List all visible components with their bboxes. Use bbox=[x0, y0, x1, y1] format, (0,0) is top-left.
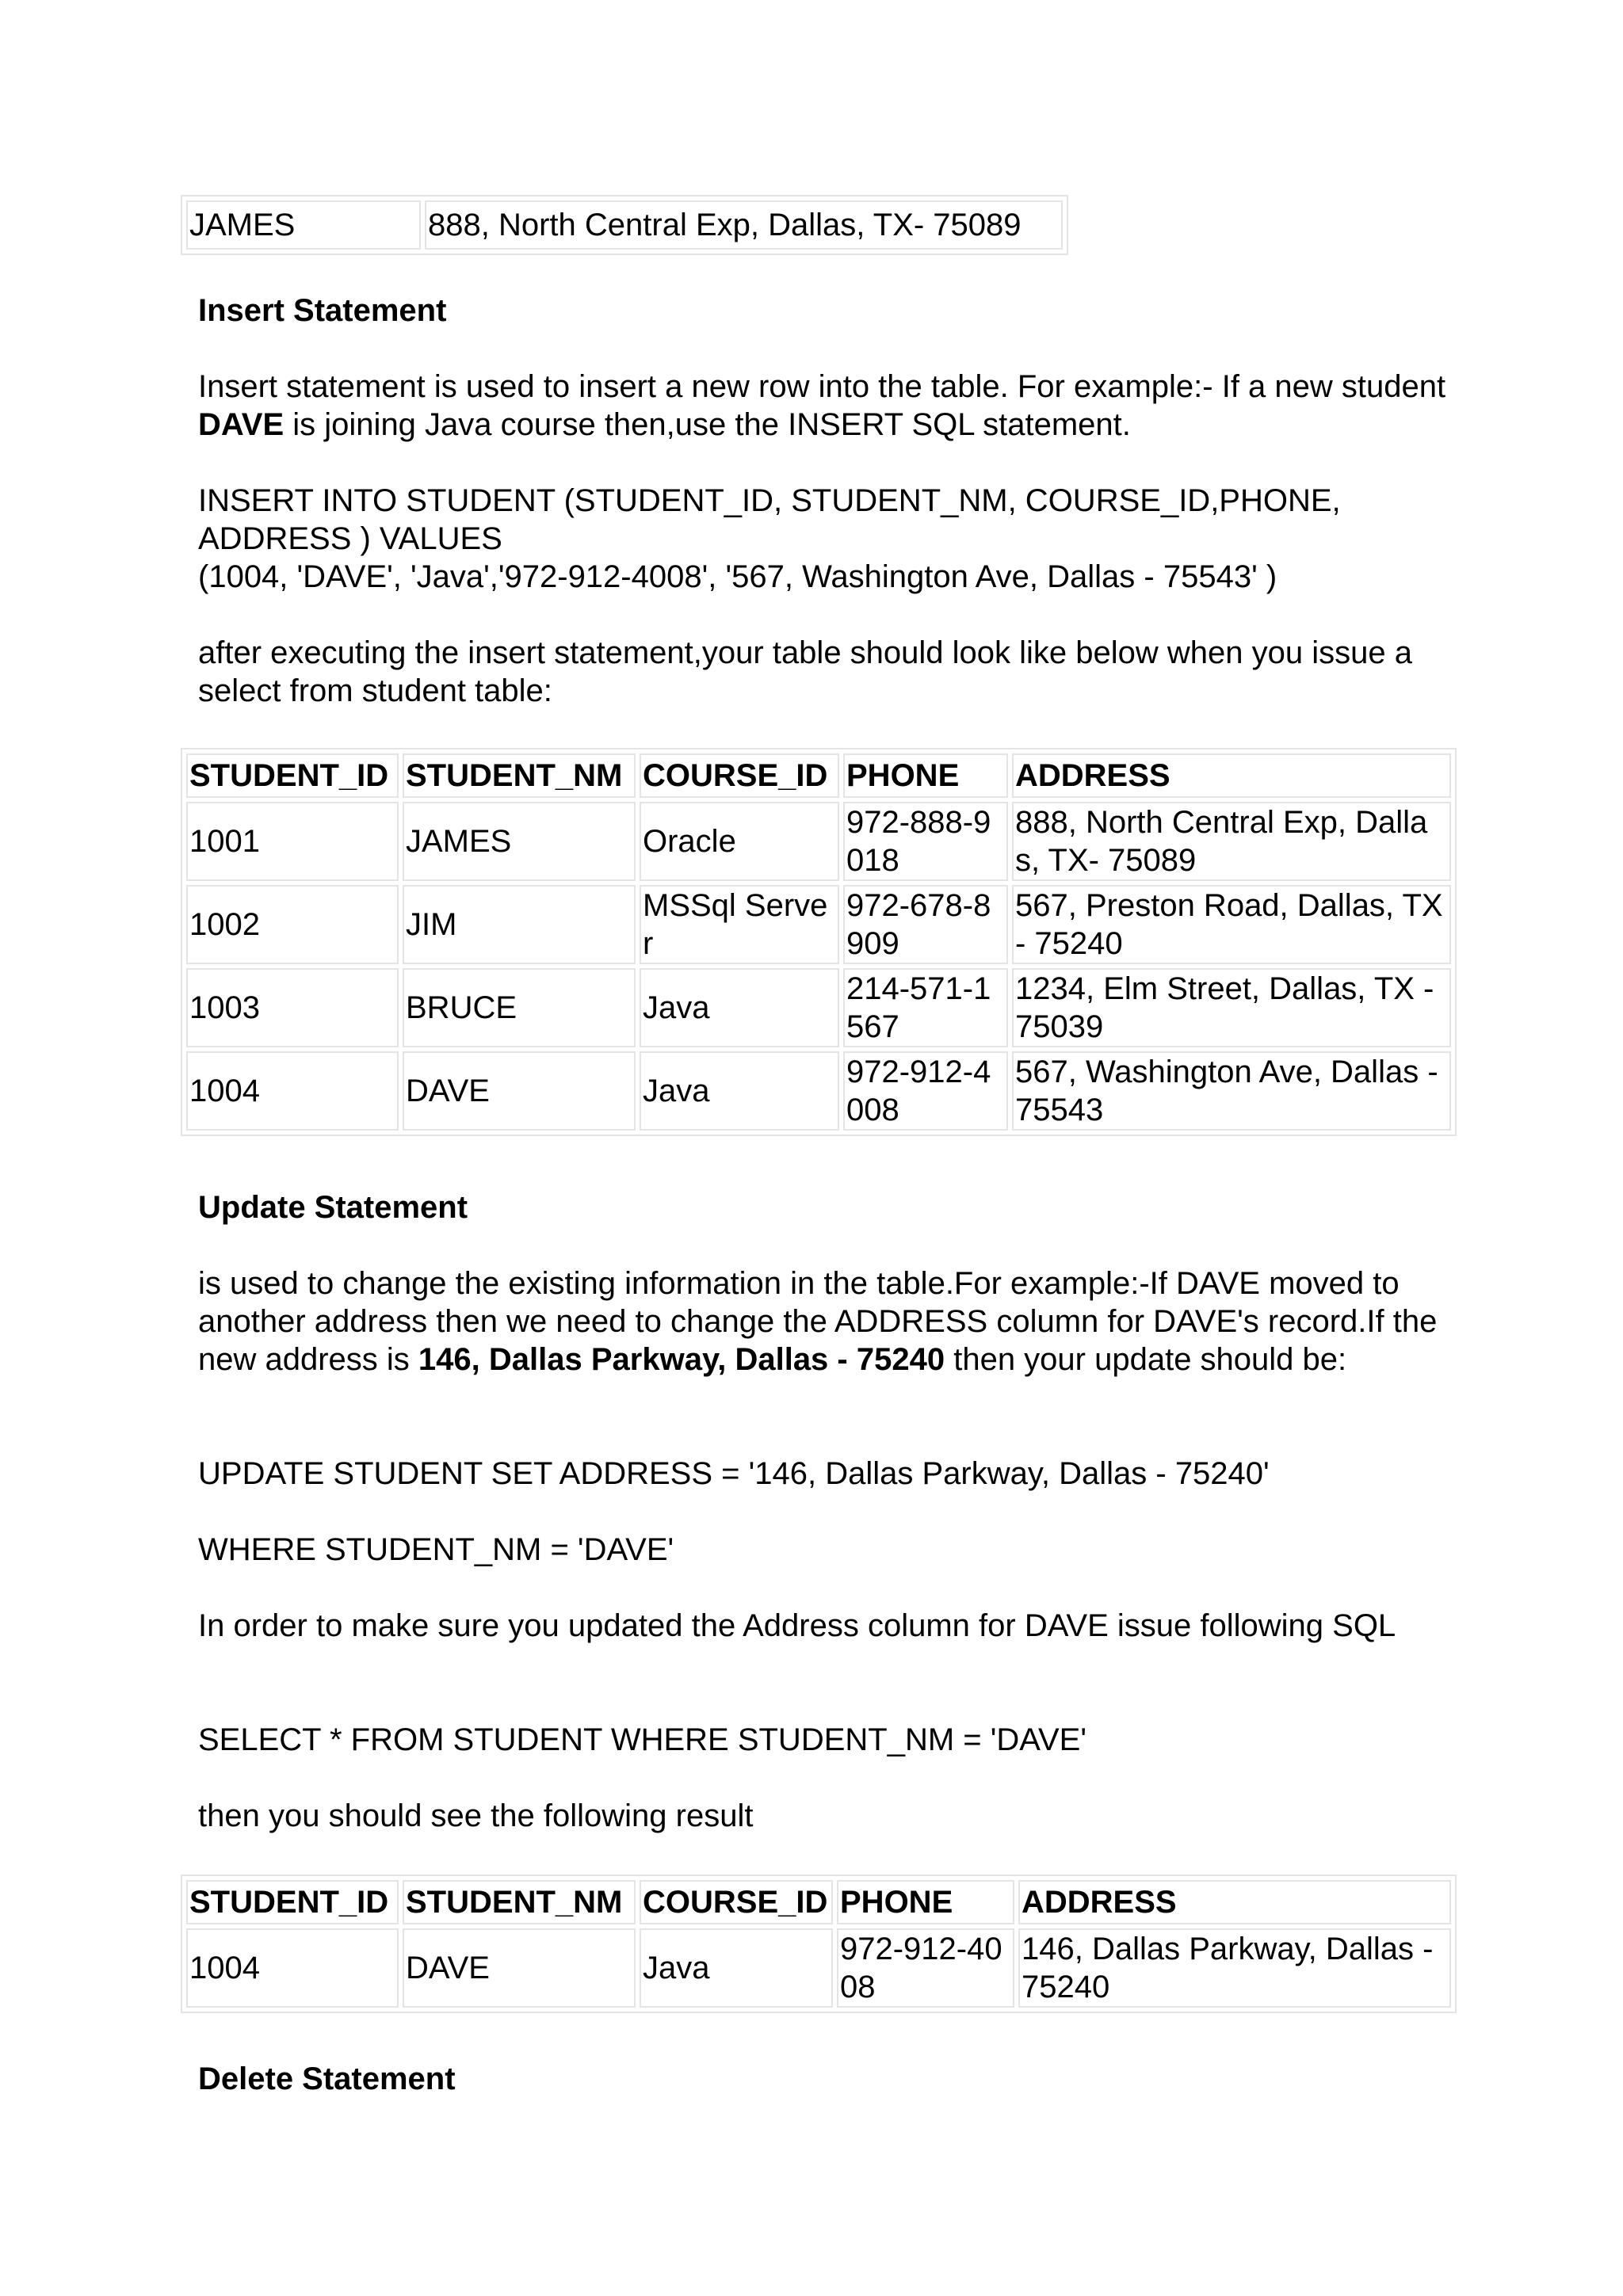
bold-student-name: DAVE bbox=[198, 407, 285, 442]
insert-heading: Insert Statement bbox=[198, 293, 447, 328]
update-heading: Update Statement bbox=[198, 1190, 468, 1225]
column-header: COURSE_ID bbox=[640, 1880, 833, 1924]
column-header: PHONE bbox=[843, 753, 1008, 798]
table-cell: MSSql Server bbox=[640, 885, 839, 964]
table-cell: DAVE bbox=[403, 1051, 636, 1131]
table-header-row bbox=[186, 1880, 1451, 1924]
table-cell: JAMES bbox=[403, 802, 636, 881]
table-cell: 1004 bbox=[186, 1928, 399, 2008]
table-row bbox=[186, 1928, 1451, 2008]
column-header: STUDENT_NM bbox=[403, 753, 636, 798]
bold-new-address: 146, Dallas Parkway, Dallas - 75240 bbox=[418, 1342, 945, 1377]
table-cell: Java bbox=[640, 968, 839, 1047]
table-cell: JIM bbox=[403, 885, 636, 964]
column-header: PHONE bbox=[837, 1880, 1014, 1924]
verify-text: In order to make sure you updated the Address column for DAVE issue following SQL bbox=[198, 1608, 1396, 1643]
update-intro: is used to change the existing information in the table.For example:-If DAVE moved to another address then we need to change the ADDRESS column for DAVE's record.If the new address is 146, Dallas Parkway, Dallas - 75240 then your update should be: bbox=[198, 1266, 1438, 1377]
table-cell: Java bbox=[640, 1051, 839, 1131]
student-table bbox=[181, 748, 1457, 1136]
table-cell: 1234, Elm Street, Dallas, TX - 75039 bbox=[1012, 968, 1451, 1047]
table-cell: 214-571-1567 bbox=[843, 968, 1008, 1047]
update-sql-set: UPDATE STUDENT SET ADDRESS = '146, Dallas Parkway, Dallas - 75240' bbox=[198, 1456, 1270, 1491]
table-cell: 567, Washington Ave, Dallas - 75543 bbox=[1012, 1051, 1451, 1131]
column-header: STUDENT_NM bbox=[403, 1880, 636, 1924]
column-header: STUDENT_ID bbox=[186, 1880, 399, 1924]
column-header: ADDRESS bbox=[1018, 1880, 1451, 1924]
table-cell: 888, North Central Exp, Dallas, TX- 75089 bbox=[425, 200, 1063, 250]
table-cell: 146, Dallas Parkway, Dallas - 75240 bbox=[1018, 1928, 1451, 2008]
column-header: STUDENT_ID bbox=[186, 753, 399, 798]
result-text: then you should see the following result bbox=[198, 1798, 754, 1833]
table-cell: 972-678-8909 bbox=[843, 885, 1008, 964]
table-cell: JAMES bbox=[186, 200, 421, 250]
table-header-row bbox=[186, 753, 1451, 798]
table-cell: 1002 bbox=[186, 885, 399, 964]
insert-sql: INSERT INTO STUDENT (STUDENT_ID, STUDENT_NM, COURSE_ID,PHONE, ADDRESS ) VALUES (1004, 'DAVE', 'Java','972-912-4008', '567, Washington Ave, Dallas - 75543' ) bbox=[198, 483, 1341, 594]
table-cell: 972-912-4008 bbox=[843, 1051, 1008, 1131]
table-cell: 567, Preston Road, Dallas, TX - 75240 bbox=[1012, 885, 1451, 964]
table-row bbox=[186, 1051, 1451, 1131]
table-row bbox=[186, 885, 1451, 964]
column-header: ADDRESS bbox=[1012, 753, 1451, 798]
table-row bbox=[186, 968, 1451, 1047]
table-cell: 1004 bbox=[186, 1051, 399, 1131]
table-cell: 972-912-4008 bbox=[837, 1928, 1014, 2008]
insert-intro: Insert statement is used to insert a new row into the table. For example:- If a new student DAVE is joining Java course then,use the INSERT SQL statement. bbox=[198, 369, 1446, 442]
delete-heading: Delete Statement bbox=[198, 2061, 456, 2096]
result-table bbox=[181, 1875, 1457, 2013]
table-cell: DAVE bbox=[403, 1928, 636, 2008]
table-cell: Oracle bbox=[640, 802, 839, 881]
table-cell: BRUCE bbox=[403, 968, 636, 1047]
table-cell: 888, North Central Exp, Dallas, TX- 75089 bbox=[1012, 802, 1451, 881]
column-header: COURSE_ID bbox=[640, 753, 839, 798]
table-cell: 1001 bbox=[186, 802, 399, 881]
insert-after-text: after executing the insert statement,your table should look like below when you issue a select from student table: bbox=[198, 635, 1412, 708]
table-row bbox=[186, 200, 1063, 250]
update-sql-where: WHERE STUDENT_NM = 'DAVE' bbox=[198, 1532, 674, 1567]
top-partial-table bbox=[181, 195, 1068, 255]
table-row bbox=[186, 802, 1451, 881]
table-cell: Java bbox=[640, 1928, 833, 2008]
table-cell: 972-888-9018 bbox=[843, 802, 1008, 881]
table-cell: 1003 bbox=[186, 968, 399, 1047]
select-sql: SELECT * FROM STUDENT WHERE STUDENT_NM = 'DAVE' bbox=[198, 1722, 1086, 1757]
